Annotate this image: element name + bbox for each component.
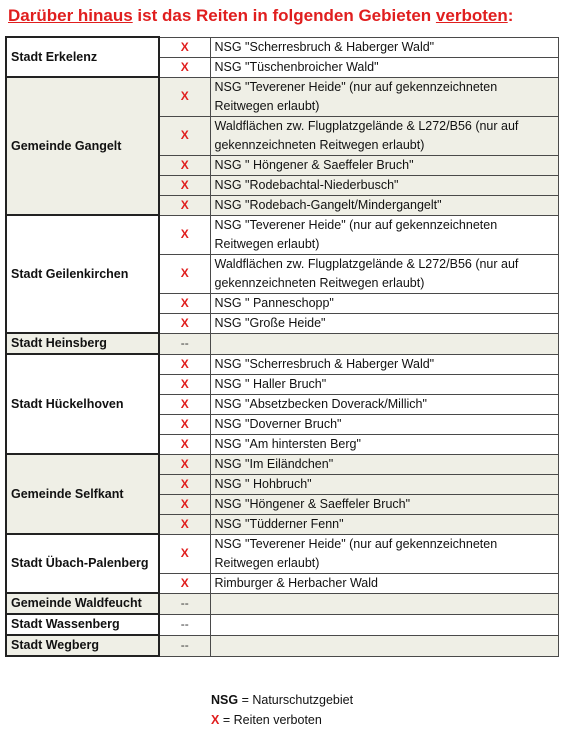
- title-part-3: verboten: [435, 6, 508, 25]
- table-row: [6, 614, 558, 635]
- prohibited-mark: X: [159, 175, 210, 195]
- prohibited-mark: X: [159, 514, 210, 534]
- prohibited-mark: X: [159, 195, 210, 215]
- table-row: [6, 534, 558, 573]
- area-description-cell: [210, 333, 558, 354]
- prohibited-mark: X: [159, 293, 210, 313]
- page-title: [8, 6, 560, 26]
- area-description-cell: Waldflächen zw. Flugplatzgelände & L272/B56 (nur auf gekennzeichneten Reitwegen erlaubt): [210, 116, 558, 155]
- prohibited-mark: X: [159, 494, 210, 514]
- area-description-cell: NSG "Teverener Heide" (nur auf gekennzeichneten Reitwegen erlaubt): [210, 215, 558, 254]
- municipality-cell: Stadt Übach-Palenberg: [6, 534, 159, 593]
- prohibited-mark: X: [159, 254, 210, 293]
- no-restriction-mark: --: [159, 635, 210, 656]
- prohibited-mark: X: [159, 414, 210, 434]
- table-row: [6, 333, 558, 354]
- legend: [211, 690, 353, 730]
- municipality-cell: Stadt Wegberg: [6, 635, 159, 656]
- area-description-cell: NSG "Im Eiländchen": [210, 454, 558, 474]
- legend-x-key: X: [211, 713, 220, 727]
- area-description-cell: NSG "Tüdderner Fenn": [210, 514, 558, 534]
- prohibited-mark: X: [159, 37, 210, 57]
- municipality-cell: Gemeinde Gangelt: [6, 77, 159, 215]
- table-row: [6, 635, 558, 656]
- area-description-cell: NSG "Rodebach-Gangelt/Mindergangelt": [210, 195, 558, 215]
- area-description-cell: Rimburger & Herbacher Wald: [210, 573, 558, 593]
- area-description-cell: NSG "Absetzbecken Doverack/Millich": [210, 394, 558, 414]
- prohibited-areas-table: [5, 36, 559, 657]
- prohibited-mark: X: [159, 313, 210, 333]
- area-description-cell: NSG "Am hintersten Berg": [210, 434, 558, 454]
- area-description-cell: NSG " Höngener & Saeffeler Bruch": [210, 155, 558, 175]
- prohibited-mark: X: [159, 454, 210, 474]
- area-description-cell: NSG "Doverner Bruch": [210, 414, 558, 434]
- table-row: [6, 354, 558, 374]
- area-description-cell: Waldflächen zw. Flugplatzgelände & L272/B56 (nur auf gekennzeichneten Reitwegen erlaubt): [210, 254, 558, 293]
- municipality-cell: Stadt Heinsberg: [6, 333, 159, 354]
- area-description-cell: NSG " Panneschopp": [210, 293, 558, 313]
- table-row: [6, 215, 558, 254]
- area-description-cell: NSG "Teverener Heide" (nur auf gekennzeichneten Reitwegen erlaubt): [210, 534, 558, 573]
- area-description-cell: NSG "Rodebachtal-Niederbusch": [210, 175, 558, 195]
- table-row: [6, 77, 558, 116]
- area-description-cell: NSG "Scherresbruch & Haberger Wald": [210, 37, 558, 57]
- prohibited-mark: X: [159, 155, 210, 175]
- municipality-cell: Stadt Hückelhoven: [6, 354, 159, 454]
- municipality-cell: Stadt Wassenberg: [6, 614, 159, 635]
- prohibited-mark: X: [159, 394, 210, 414]
- area-description-cell: NSG " Hohbruch": [210, 474, 558, 494]
- municipality-cell: Gemeinde Selfkant: [6, 454, 159, 534]
- table-row: [6, 37, 558, 57]
- municipality-cell: Stadt Erkelenz: [6, 37, 159, 77]
- area-description-cell: [210, 635, 558, 656]
- title-part-2: ist das Reiten in folgenden Gebieten: [132, 6, 436, 25]
- area-description-cell: [210, 593, 558, 614]
- title-part-1: Darüber hinaus: [8, 6, 133, 25]
- area-description-cell: NSG " Haller Bruch": [210, 374, 558, 394]
- prohibited-mark: X: [159, 57, 210, 77]
- area-description-cell: NSG "Große Heide": [210, 313, 558, 333]
- municipality-cell: Gemeinde Waldfeucht: [6, 593, 159, 614]
- area-description-cell: NSG "Höngener & Saeffeler Bruch": [210, 494, 558, 514]
- legend-x-text: = Reiten verboten: [219, 713, 322, 727]
- area-description-cell: NSG "Tüschenbroicher Wald": [210, 57, 558, 77]
- prohibited-mark: X: [159, 434, 210, 454]
- legend-nsg-text: = Naturschutzgebiet: [238, 693, 354, 707]
- no-restriction-mark: --: [159, 333, 210, 354]
- prohibited-mark: X: [159, 534, 210, 573]
- area-description-cell: NSG "Teverener Heide" (nur auf gekennzeichneten Reitwegen erlaubt): [210, 77, 558, 116]
- prohibited-mark: X: [159, 374, 210, 394]
- title-part-4: :: [507, 6, 514, 25]
- legend-nsg-key: NSG: [211, 693, 239, 707]
- municipality-cell: Stadt Geilenkirchen: [6, 215, 159, 333]
- prohibited-mark: X: [159, 77, 210, 116]
- prohibited-mark: X: [159, 354, 210, 374]
- no-restriction-mark: --: [159, 614, 210, 635]
- prohibited-mark: X: [159, 116, 210, 155]
- prohibited-mark: X: [159, 573, 210, 593]
- area-description-cell: [210, 614, 558, 635]
- area-description-cell: NSG "Scherresbruch & Haberger Wald": [210, 354, 558, 374]
- table-row: [6, 454, 558, 474]
- prohibited-mark: X: [159, 474, 210, 494]
- no-restriction-mark: --: [159, 593, 210, 614]
- legend-x: [211, 710, 353, 730]
- legend-nsg: [211, 690, 353, 710]
- table-row: [6, 593, 558, 614]
- prohibited-mark: X: [159, 215, 210, 254]
